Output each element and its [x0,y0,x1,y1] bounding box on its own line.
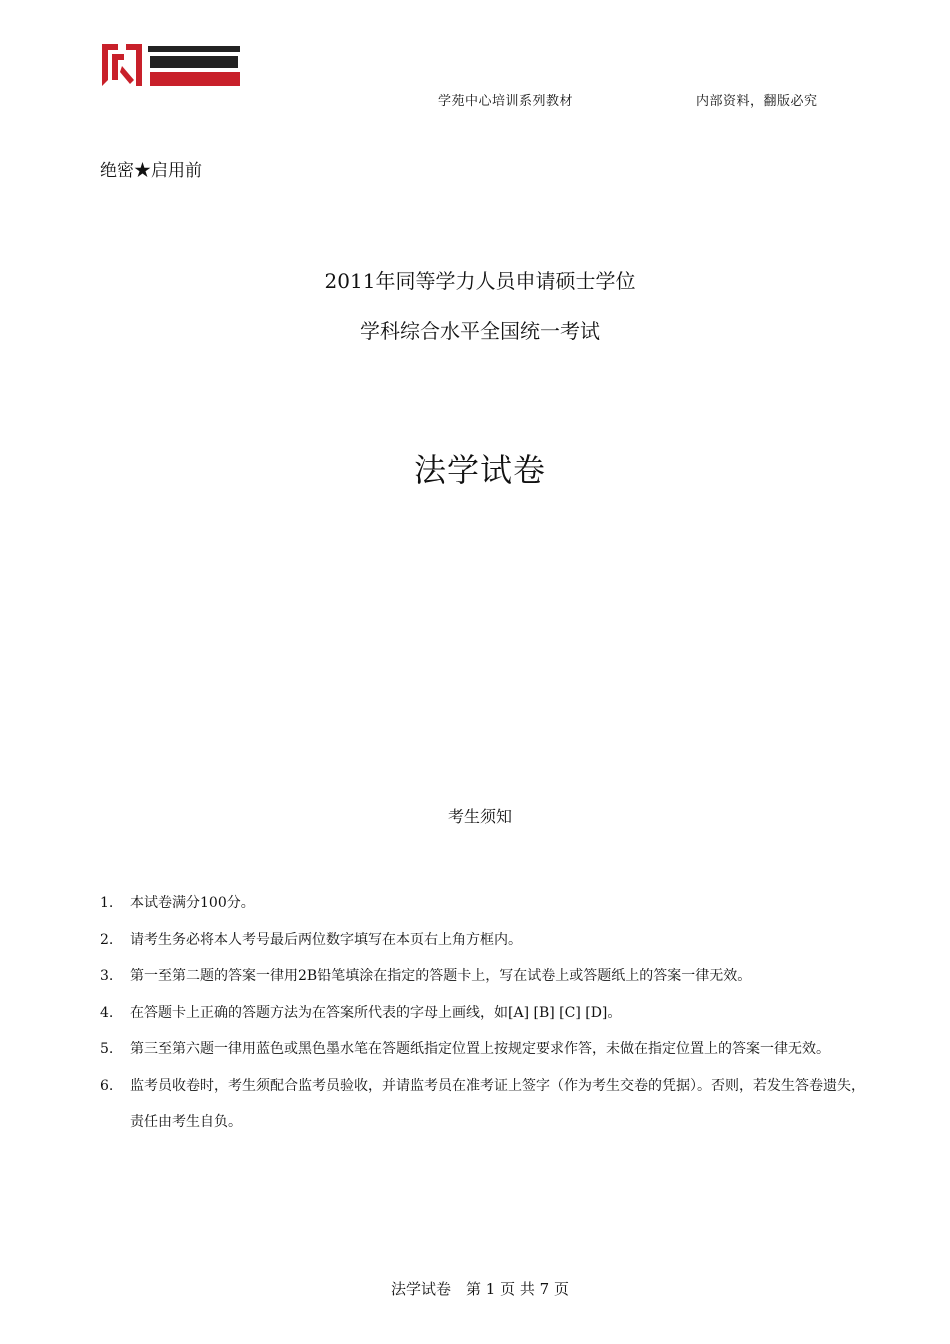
exam-rules-list [100,885,865,1141]
brand-logo [98,40,244,90]
rule-text: 请考生务必将本人考号最后两位数字填写在本页右上角方框内。 [130,931,522,948]
exam-title-line1: 2011年同等学力人员申请硕士学位 [324,269,636,293]
rule-item [100,885,865,922]
header-copyright-label: 内部资料，翻版必究 [696,94,818,109]
header-series-label: 学苑中心培训系列教材 [438,94,574,109]
xy-brand-logo-icon [98,40,244,90]
rule-number: 5. [100,1041,114,1057]
rule-text: 第一至第二题的答案一律用2B铅笔填涂在指定的答题卡上，写在试卷上或答题纸上的答案一律无效。 [130,968,752,984]
confidential-label: 绝密★启用前 [100,161,202,181]
rule-item [100,1031,865,1068]
rule-text: 本试卷满分100分。 [130,895,255,911]
rule-item [100,995,865,1032]
exam-title-line2: 学科综合水平全国统一考试 [360,319,600,343]
paper-title: 法学试卷 [413,451,546,489]
rule-number: 3. [100,968,114,984]
rule-text: 第三至第六题一律用蓝色或黑色墨水笔在答题纸指定位置上按规定要求作答，未做在指定位置上的答案一律无效。 [130,1041,830,1057]
notice-heading: 考生须知 [447,807,512,826]
rule-item [100,958,865,995]
rule-number: 1. [100,895,114,911]
rule-item [100,922,865,959]
rule-text: 在答题卡上正确的答题方法为在答案所代表的字母上画线，如[A] [B] [C] [D]。 [130,1004,622,1021]
rule-number: 2. [100,931,114,948]
rule-number: 6. [100,1077,114,1094]
rule-text: 监考员收卷时，考生须配合监考员验收，并请监考员在准考证上签字（作为考生交卷的凭据）。否则，若发生答卷遗失，责任由考生自负。 [130,1077,865,1130]
rule-number: 4. [100,1004,114,1021]
page-footer: 法学试卷 第 1 页 共 7 页 [391,1280,569,1298]
rule-item [100,1068,865,1141]
